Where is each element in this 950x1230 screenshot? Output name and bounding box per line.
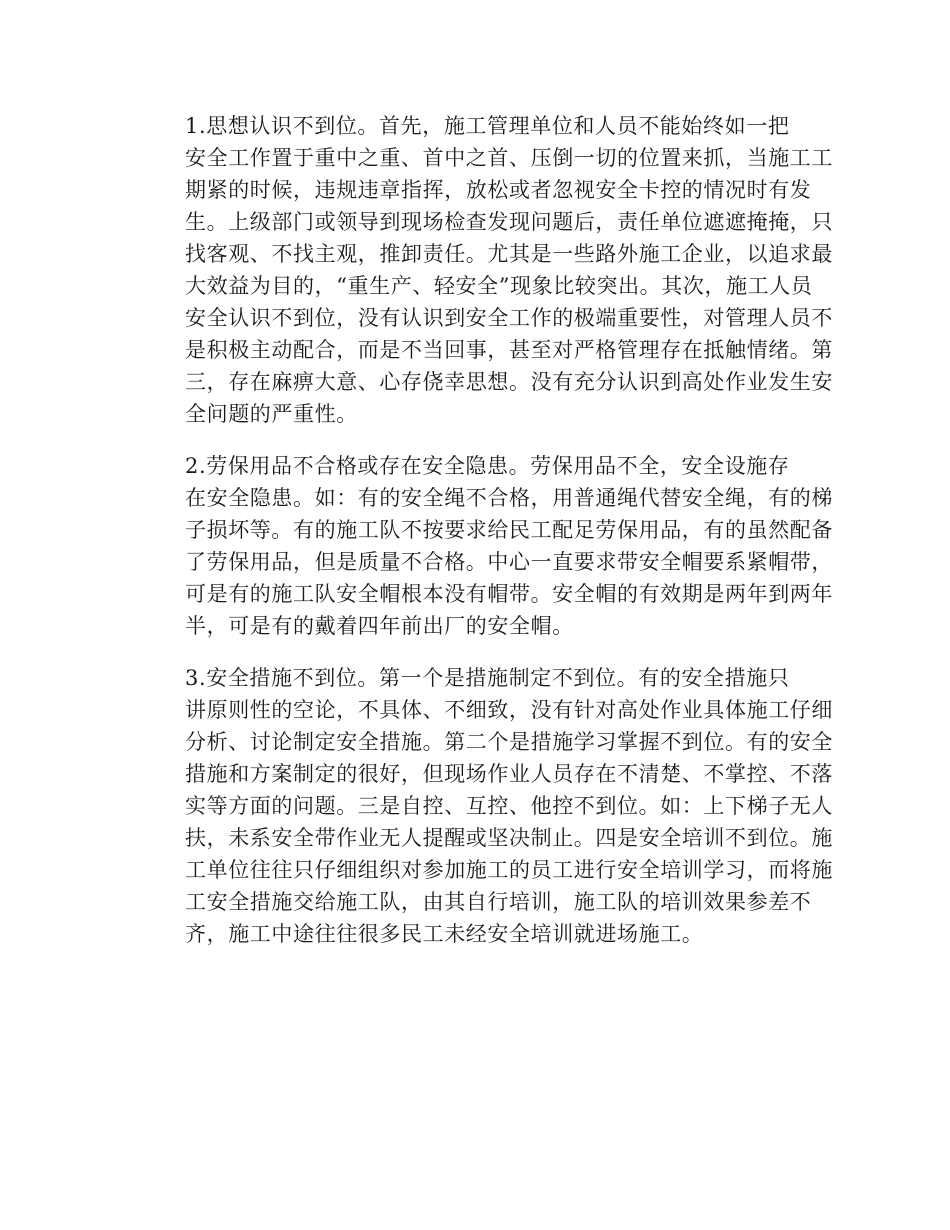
paragraph-line: 在安全隐患。如：有的安全绳不合格，用普通绳代替安全绳，有的梯	[185, 486, 833, 510]
paragraph-line: 讲原则性的空论，不具体、不细致，没有针对高处作业具体施工仔细	[185, 698, 833, 722]
paragraph-line: 工单位往往只仔细组织对参加施工的员工进行安全培训学习，而将施	[185, 858, 833, 882]
paragraph-line: 期紧的时候，违规违章指挥，放松或者忽视安全卡控的情况时有发	[185, 178, 812, 202]
paragraph-line: 安全认识不到位，没有认识到安全工作的极端重要性，对管理人员不	[185, 306, 833, 330]
paragraph-line: 分析、讨论制定安全措施。第二个是措施学习掌握不到位。有的安全	[185, 730, 833, 754]
paragraph-line: 全问题的严重性。	[185, 402, 358, 426]
paragraph-1	[143, 110, 833, 430]
paragraph-line: 可是有的施工队安全帽根本没有帽带。安全帽的有效期是两年到两年	[185, 582, 833, 606]
paragraph-line: 2.劳保用品不合格或存在安全隐患。劳保用品不全，安全设施存	[185, 454, 790, 478]
paragraph-line: 是积极主动配合，而是不当回事，甚至对严格管理存在抵触情绪。第	[185, 338, 833, 362]
paragraph-line: 3.安全措施不到位。第一个是措施制定不到位。有的安全措施只	[185, 666, 790, 690]
paragraph-line: 安全工作置于重中之重、首中之首、压倒一切的位置来抓，当施工工	[185, 146, 833, 170]
paragraph-2	[143, 450, 833, 642]
paragraph-line: 大效益为目的，“重生产、轻安全”现象比较突出。其次，施工人员	[185, 274, 813, 298]
paragraph-line: 半，可是有的戴着四年前出厂的安全帽。	[185, 614, 574, 638]
paragraph-line: 子损坏等。有的施工队不按要求给民工配足劳保用品，有的虽然配备	[185, 518, 833, 542]
paragraph-line: 三，存在麻痹大意、心存侥幸思想。没有充分认识到高处作业发生安	[185, 370, 833, 394]
paragraph-line: 实等方面的问题。三是自控、互控、他控不到位。如：上下梯子无人	[185, 794, 833, 818]
paragraph-line: 生。上级部门或领导到现场检查发现问题后，责任单位遮遮掩掩，只	[185, 210, 833, 234]
document-page	[143, 110, 833, 950]
paragraph-3	[143, 662, 833, 950]
paragraph-line: 扶，未系安全带作业无人提醒或坚决制止。四是安全培训不到位。施	[185, 826, 833, 850]
paragraph-line: 齐，施工中途往往很多民工未经安全培训就进场施工。	[185, 922, 704, 946]
paragraph-line: 了劳保用品，但是质量不合格。中心一直要求带安全帽要系紧帽带，	[185, 550, 833, 574]
paragraph-line: 措施和方案制定的很好，但现场作业人员存在不清楚、不掌控、不落	[185, 762, 833, 786]
paragraph-line: 工安全措施交给施工队，由其自行培训，施工队的培训效果参差不	[185, 890, 812, 914]
paragraph-line: 找客观、不找主观，推卸责任。尤其是一些路外施工企业，以追求最	[185, 242, 833, 266]
paragraph-line: 1.思想认识不到位。首先，施工管理单位和人员不能始终如一把	[185, 114, 790, 138]
